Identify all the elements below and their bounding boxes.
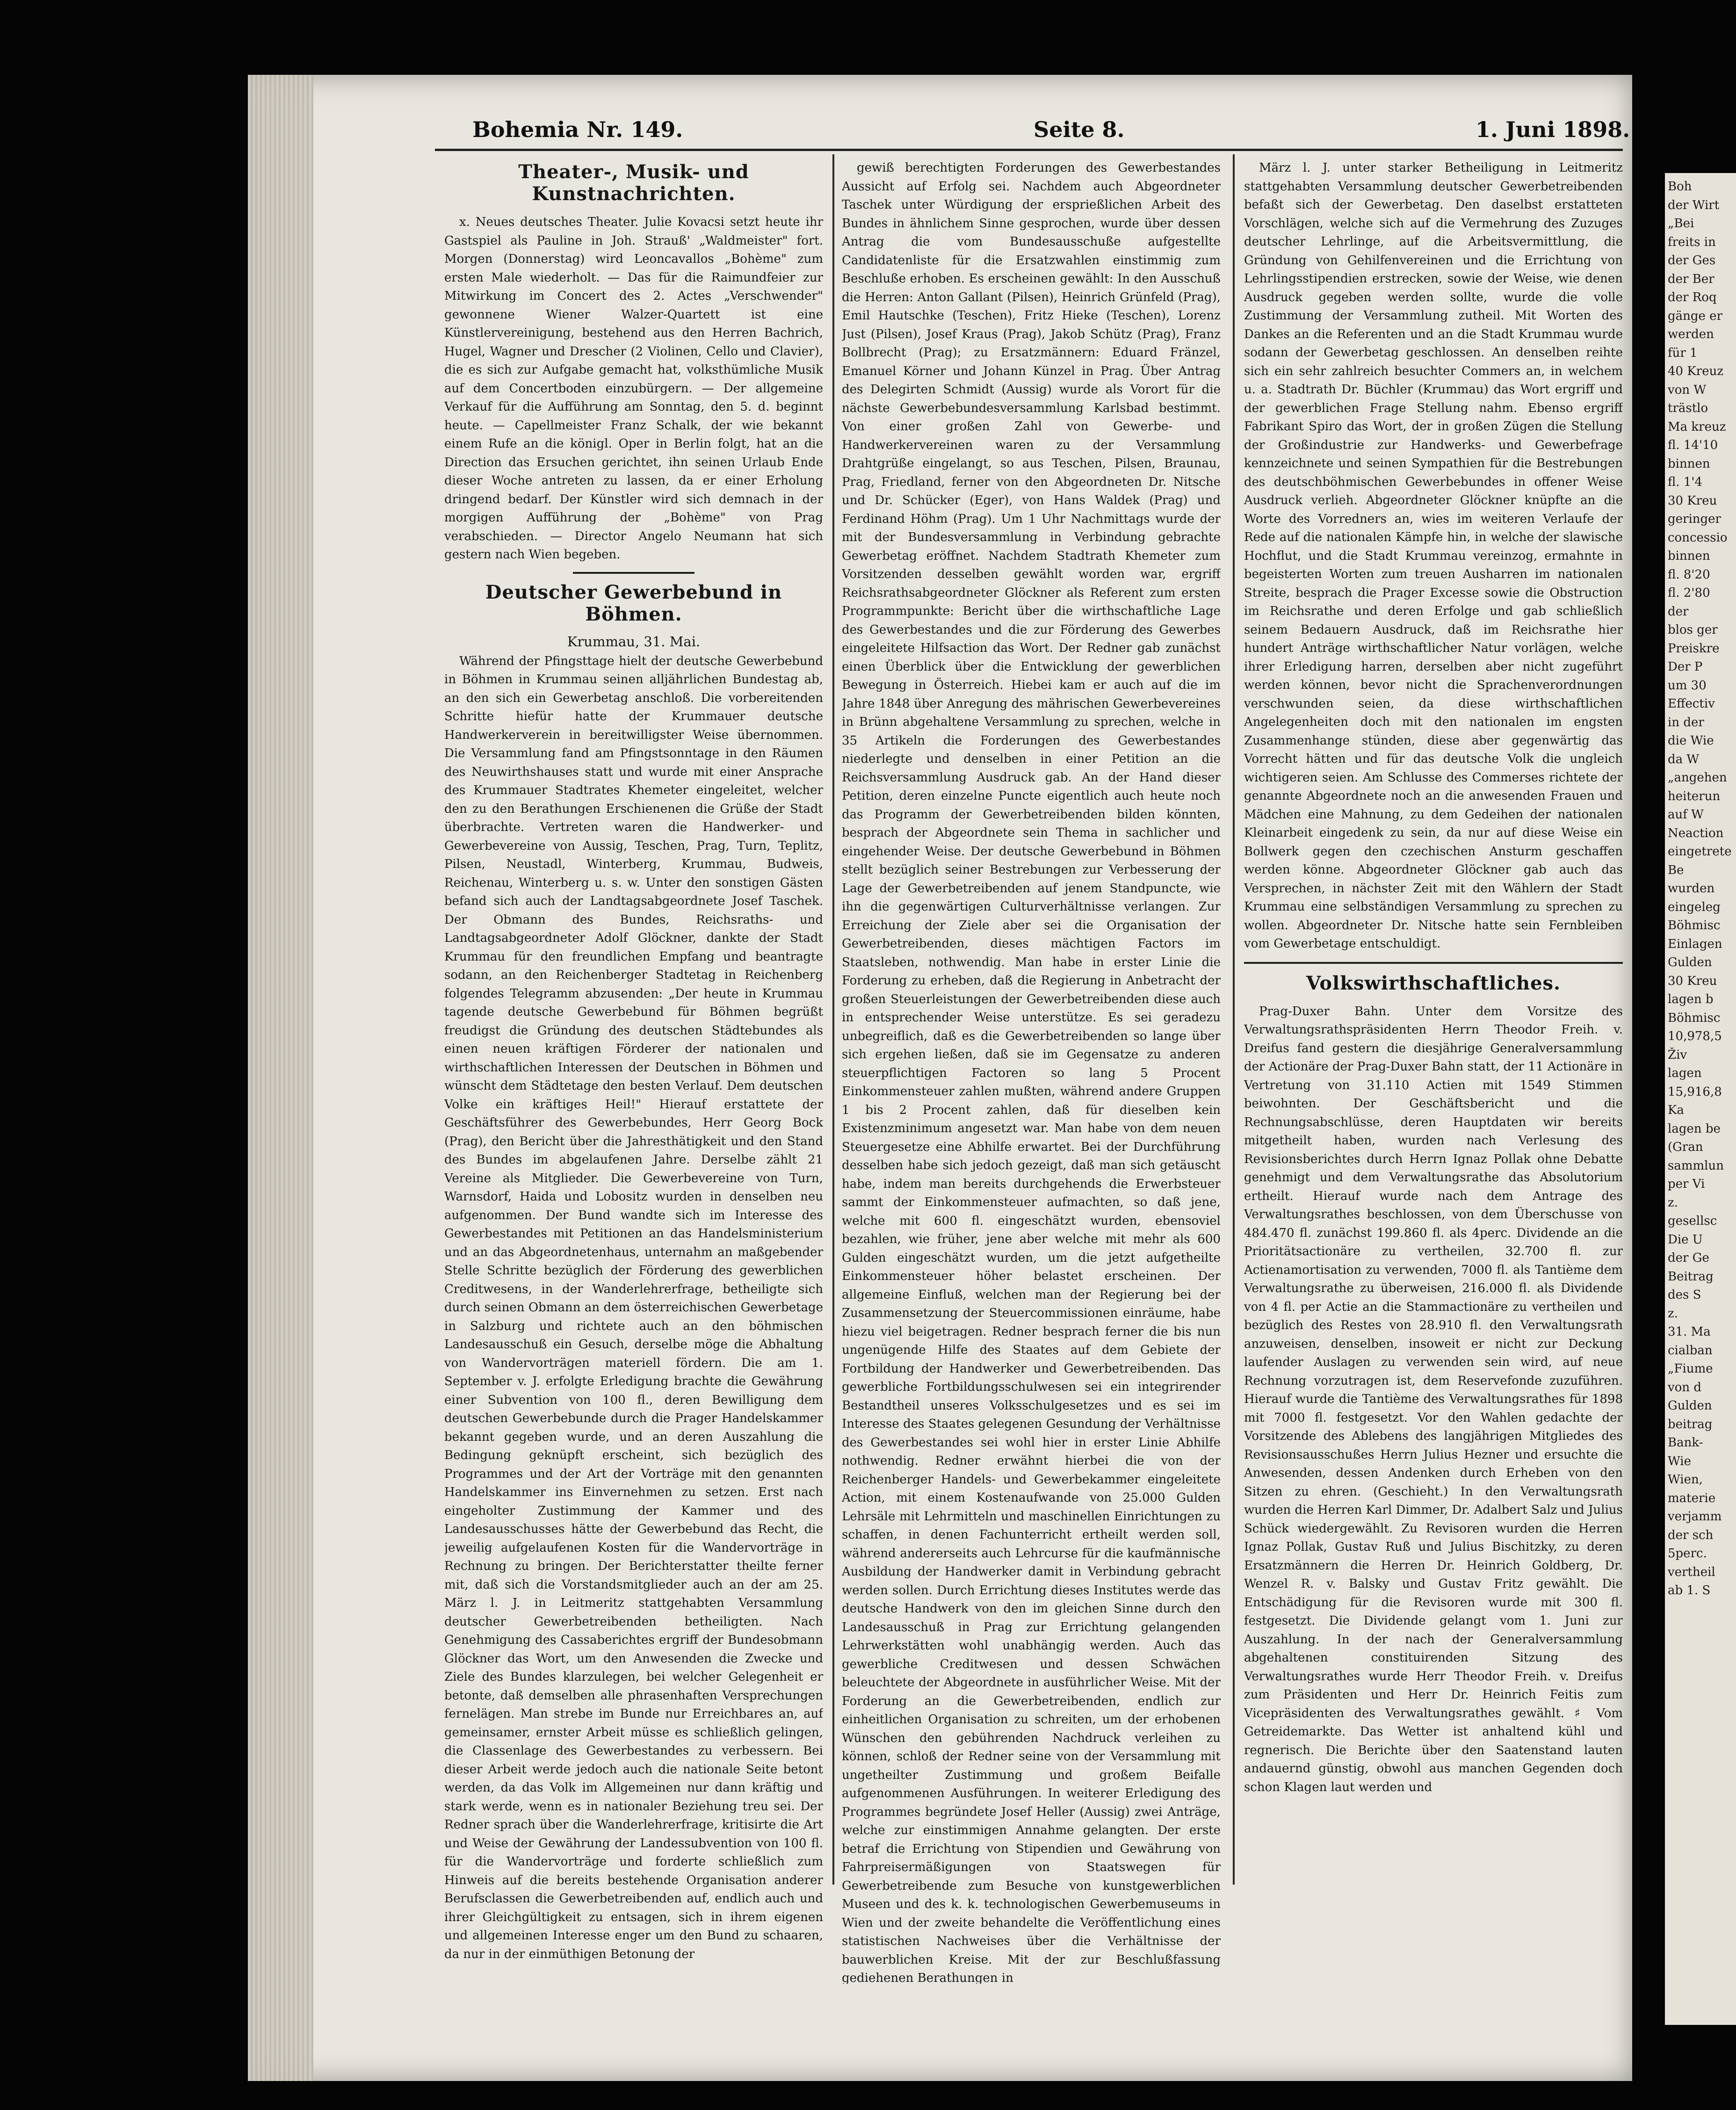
- page-stack-edge: [248, 75, 313, 2081]
- dateline: Krummau, 31. Mai.: [567, 633, 701, 650]
- section-title-volkswirthschaft: Volkswirthschaftliches.: [1306, 972, 1561, 994]
- section-title-theater: Theater-, Musik- und Kunstnachrichten.: [518, 161, 749, 205]
- section-divider: [573, 572, 694, 574]
- column-divider: [832, 154, 834, 1885]
- section-divider: [1244, 962, 1623, 964]
- article-volkswirthschaft-text: Prag-Duxer Bahn. Unter dem Vorsitze des Verwaltungsrathspräsidenten Herrn Theodor Freih. v. Dreifus fand gestern die diesjährige Generalversammlung der Actionäre der Prag-Duxer Bahn statt, der 11 Actionäre in Vertretung von 31.110 Actien mit 1549 Stimmen beiwohnten. Der Geschäftsbericht und die Rechnungsabschlüsse, deren Hauptdaten wir bereits mitgetheilt haben, wurden nach Verlesung des Revisionsberichtes durch Herrn Ignaz Pollak ohne Debatte genehmigt und dem Verwaltungsrathe das Absolutorium ertheilt. Hierauf wurde nach dem Antrage des Verwaltungsrathes beschlossen, von dem Überschusse von 484.470 fl. zunächst 199.860 fl. als 4perc. Dividende an die Prioritätsactionäre zu vertheilen, 32.700 fl. zur Actienamortisation zu verwenden, 7000 fl. als Tantième dem Verwaltungsrathe zu überweisen, 216.000 fl. als Dividende von 4 fl. per Actie an die Stammactionäre zu vertheilen und bezüglich des Restes von 28.910 fl. den Verwaltungsrath anzuweisen, denselben, insoweit er nicht zur Deckung laufender Auslagen zu verwenden sein wird, auf neue Rechnung vorzutragen ist, dem Reservefonde zuzuführen. Hierauf wurde die Tantième des Verwaltungsrathes für 1898 mit 7000 fl. festgesetzt. Vor den Wahlen gedachte der Vorsitzende des Ablebens des langjährigen Mitgliedes des Revisionsausschußes Herrn Julius Hezner und ersuchte die Anwesenden, dessen Andenken durch Erheben von den Sitzen zu ehren. (Geschieht.) In den Verwaltungsrath wurden die Herren Karl Dimmer, Dr. Adalbert Salz und Julius Schück wiedergewählt. Zu Revisoren wurden die Herren Ignaz Pollak, Gustav Ruß und Julius Bischitzky, zu deren Ersatzmännern die Herren Dr. Heinrich Goldberg, Dr. Wenzel R. v. Balsky und Gustav Fritz gewählt. Die Entschädigung für die Revisoren wurde mit 300 fl. festgesetzt. Die Dividende gelangt vom 1. Juni zur Auszahlung. In der nach der Generalversammlung abgehaltenen constituirenden Sitzung des Verwaltungsrathes wurde Herr Theodor Freih. v. Dreifus zum Präsidenten und Herr Dr. Heinrich Feitis zum Vicepräsidenten des Verwaltungsrathes gewählt. ♯ Vom Getreidemarkte. Das Wetter ist anhaltend kühl und regnerisch. Die Berichte über den Saatenstand lauten andauernd günstig, obwohl aus manchen Gegenden doch schon Klagen laut werden und: [1244, 1004, 1623, 1794]
- column-1: [444, 159, 823, 1984]
- article-gewerbebund-continued: gewiß berechtigten Forderungen des Gewerbestandes Aussicht auf Erfolg sei. Nachdem auch Abgeordneter Taschek unter Würdigung der ersprießlichen Arbeit des Bundes in ähnlichem Sinne gesprochen, wurde über dessen Antrag die vom Bundesausschuße aufgestellte Candidatenliste für die Ersatzwahlen einstimmig zum Beschluße erhoben. Es erscheinen gewählt: In den Ausschuß die Herren: Anton Gallant (Pilsen), Heinrich Grünfeld (Prag), Emil Hautschke (Teschen), Fritz Hieke (Teschen), Lorenz Just (Pilsen), Josef Kraus (Prag), Jakob Schütz (Prag), Franz Bollbrecht (Prag); zu Ersatzmännern: Eduard Fränzel, Emanuel Körner und Johann Künzel in Prag. Über Antrag des Delegirten Schmidt (Aussig) wurde als Vorort für die nächste Gewerbebundesversammlung Karlsbad bestimmt. Von einer großen Zahl von Gewerbe- und Handwerkervereinen waren zu der Versammlung Drahtgrüße eingelangt, so aus Teschen, Pilsen, Braunau, Prag, Friedland, ferner von den Abgeordneten Dr. Nitsche und Dr. Schücker (Eger), von Hans Waldek (Prag) und Ferdinand Höhm (Prag). Um 1 Uhr Nachmittags wurde der mit der Bundesversammlung in Verbindung gebrachte Gewerbetag eröffnet. Nachdem Stadtrath Khemeter zum Vorsitzenden desselben gewählt worden war, ergriff Reichsrathsabgeordneter Glöckner als Referent zum ersten Programmpunkte: Bericht über die wirthschaftliche Lage des Gewerbestandes und die zur Förderung des Gewerbes eingeleitete Hilfsaction das Wort. Der Redner gab zunächst einen Überblick über die Entwicklung der gewerblichen Bewegung in Österreich. Hiebei kam er auch auf die im Jahre 1848 über Anregung des mährischen Gewerbevereines in Brünn abgehaltene Versammlung zu sprechen, welche in 35 Artikeln die Forderungen des Gewerbestandes niederlegte und denselben in einer Petition an die Reichsversammlung Ausdruck gab. An der Hand dieser Petition, deren einzelne Puncte eigentlich auch heute noch das Programm der Gewerbetreibenden bilden könnten, besprach der Abgeordnete sein Thema in sachlicher und eingehender Weise. Der deutsche Gewerbebund in Böhmen stellt bezüglich seiner Bestrebungen zur Verbesserung der Lage der Gewerbetreibenden auf jenem Standpuncte, wie ihn die gegenwärtigen Culturverhältnisse verlangen. Zur Erreichung der Ziele aber sei die Organisation der Gewerbetreibenden, dieses mächtigen Factors im Staatsleben, nothwendig. Man habe in erster Linie die Forderung zu erheben, daß die Regierung in Anbetracht der großen Steuerleistungen der Gewerbetreibenden diese auch in entsprechender Weise unterstütze. Es sei geradezu unbegreiflich, daß es die Gewerbetreibenden so lange über sich ergehen ließen, daß sie im Gegensatze zu anderen steuerpflichtigen Factoren so lang 5 Procent Einkommensteuer zahlen mußten, während andere Gruppen 1 bis 2 Procent zahlen, daß für dieselben kein Existenzminimum angesetzt war. Man habe von dem neuen Steuergesetze eine Abhilfe erwartet. Bei der Durchführung desselben habe sich jedoch gezeigt, daß man sich getäuscht habe, indem man bereits durchgehends die Erwerbsteuer sammt der Einkommensteuer aufmachten, so daß jene, welche mit 600 fl. eingeschätzt wurden, ebensoviel bezahlen, wie früher, jene aber welche mit mehr als 600 Gulden eingeschätzt wurden, um die jetzt aufgetheilte Einkommensteuer höher belastet erscheinen. Der allgemeine Einfluß, welchen man der Regierung bei der Zusammensetzung der Steuercommissionen einräume, habe hiezu viel beigetragen. Redner besprach ferner die bis nun ungenügende Hilfe des Staates auf dem Gebiete der Fortbildung der Handwerker und Gewerbetreibenden. Das gewerbliche Fortbildungsschulwesen sei ein integrirender Bestandtheil unseres Volksschulgesetzes und es sei im Interesse des Staates gelegenen Gesundung der Verhältnisse des Gewerbestandes sei wohl hier in erster Linie Abhilfe nothwendig. Redner erwähnt hierbei die von der Reichenberger Handels- und Gewerbekammer eingeleitete Action, mit einem Kostenaufwande von 25.000 Gulden Lehrsäle mit Lehrmitteln und maschinellen Einrichtungen zu schaffen, in denen Fachunterricht ertheilt werden soll, während andererseits auch Lehrcurse für die kaufmännische Ausbildung der Handwerker damit in Verbindung gebracht werden sollen. Durch Errichtung dieses Institutes werde das deutsche Handwerk von den im gleichen Sinne durch den Landesausschuß in Prag zur Errichtung gelangenden Lehrwerkstätten wohl unabhängig werden. Auch das gewerbliche Creditwesen und dessen Schwächen beleuchtete der Abgeordnete in ausführlicher Weise. Mit der Forderung an die Gewerbetreibenden, endlich zur einheitlichen Organisation zu schreiten, um der erhobenen Wünschen den gebührenden Nachdruck verleihen zu können, schloß der Redner seine von der Versammlung mit ungetheilter Zustimmung und großem Beifalle aufgenommenen Ausführungen. In weiterer Erledigung des Programmes begründete Josef Heller (Aussig) zwei Anträge, welche zur einstimmigen Annahme gelangten. Der erste betraf die Errichtung von Stipendien und Gewährung von Fahrpreisermäßigungen von Staatswegen für Gewerbetreibende zum Besuche von kunstgewerblichen Museen und des k. k. technologischen Gewerbemuseums in Wien und der zweite behandelte die Veröffentlichung eines statistischen Nachweises über die Verhältnisse der bauwerblichen Kreise. Mit der zur Beschlußfassung gediehenen Berathungen in: [842, 161, 1221, 1984]
- column-2: [842, 159, 1221, 1984]
- column-3: [1244, 159, 1623, 1984]
- header-rule: [435, 149, 1623, 151]
- page-number: Seite 8.: [1034, 117, 1125, 142]
- section-title-gewerbebund: Deutscher Gewerbebund in Böhmen.: [485, 581, 782, 625]
- adjacent-page-text: Boh der Wirt „Bei freits in der Ges der Ber der Roq gänge er werden für 1 40 Kreuz von W trästlo Ma kreuz fl. 14'10 binnen fl. 1'4 30 Kreu geringer concessio binnen fl. 8'20 fl. 2'80 der blos ger Preiskre Der P um 30 Effectiv in der die Wie da W „angehen heiterun auf W Neaction eingetrete Be wurden eingeleg Böhmisc Einlagen Gulden 30 Kreu lagen b Böhmisc 10,978,5 Živ lagen 15,916,8 Ka lagen be (Gran sammlun per Vi z. gesellsc Die U der Ge Beitrag des S z. 31. Ma cialban „Fiume von d Gulden beitrag Bank- Wie Wien, materie verjamm der sch 5perc. vertheil ab 1. S: [1668, 180, 1732, 1597]
- article-gewerbebund-text: Während der Pfingsttage hielt der deutsche Gewerbebund in Böhmen in Krummau seinen alljährlichen Bundestag ab, an den sich ein Gewerbetag anschloß. Die vorbereitenden Schritte hiefür hatte der Krummauer deutsche Handwerkerverein in bereitwilligster Weise übernommen. Die Versammlung fand am Pfingstsonntage in den Räumen des Neuwirthshauses statt und wurde mit einer Ansprache des Krummauer Stadtrates Khemeter eingeleitet, welcher den zu den Berathungen Erschienenen die Grüße der Stadt überbrachte. Vertreten waren die Handwerker- und Gewerbevereine von Aussig, Teschen, Prag, Turn, Teplitz, Pilsen, Neustadl, Winterberg, Krummau, Budweis, Reichenau, Winterberg u. s. w. Unter den sonstigen Gästen befand sich auch der Landtagsabgeordnete Josef Taschek. Der Obmann des Bundes, Reichsraths- und Landtagsabgeordneter Adolf Glöckner, dankte der Stadt Krummau für den freundlichen Empfang und beantragte sodann, an den Reichenberger Stadtetag in Reichenberg folgendes Telegramm abzusenden: „Der heute in Krummau tagende deutsche Gewerbebund für Böhmen begrüßt freudigst die Gründung des deutschen Städtebundes als einen neuen kräftigen Förderer der nationalen und wirthschaftlichen Interessen der Deutschen in Böhmen und wünscht dem Städtetage den besten Verlauf. Dem deutschen Volke ein kräftiges Heil!" Hierauf erstattete der Geschäftsführer des Gewerbebundes, Herr Georg Bock (Prag), den Bericht über die Jahresthätigkeit und den Stand des Bundes im abgelaufenen Jahre. Derselbe zählt 21 Vereine als Mitglieder. Die Gewerbevereine von Turn, Warnsdorf, Haida und Lobositz wurden in denselben neu aufgenommen. Der Bund wandte sich im Interesse des Gewerbestandes mit Petitionen an das Handelsministerium und an das Abgeordnetenhaus, unternahm an maßgebender Stelle Schritte bezüglich der Förderung des gewerblichen Creditwesens, in der Wanderlehrerfrage, betheiligte sich durch seinen Obmann an dem österreichischen Gewerbetage in Salzburg und richtete auch an den böhmischen Landesausschuß ein Gesuch, derselbe möge die Abhaltung von Wandervorträgen materiell fördern. Die am 1. September v. J. erfolgte Erledigung brachte die Gewährung einer Subvention von 100 fl., deren Bewilligung dem deutschen Gewerbebunde durch die Prager Handelskammer bekannt gegeben wurde, und an deren Auszahlung die Bedingung geknüpft erscheint, sich bezüglich des Programmes und der Art der Vorträge mit den genannten Handelskammer ins Einvernehmen zu setzen. Erst nach eingeholter Zustimmung der Kammer und des Landesausschusses hätte der Gewerbebund das Recht, die jeweilig aufgelaufenen Kosten für die Wandervorträge in Rechnung zu bringen. Der Berichterstatter theilte ferner mit, daß sich die Vorstandsmitglieder auch an der am 25. März l. J. in Leitmeritz stattgehabten Versammlung deutscher Gewerbetreibenden betheiligten. Nach Genehmigung des Cassaberichtes ergriff der Bundesobmann Glöckner das Wort, um den Anwesenden die Zwecke und Ziele des Bundes klarzulegen, bei welcher Gelegenheit er betonte, daß demselben alle phrasenhaften Versprechungen fernelägen. Man strebe im Bunde nur Erreichbares an, auf gemeinsamer, ernster Arbeit müsse es schließlich gelingen, die Classenlage des Gewerbestandes zu verbessern. Bei dieser Arbeit werde jedoch auch die nationale Seite betont werden, da das Volk im Allgemeinen nur dann kräftig und stark werde, wenn es in nationaler Beziehung treu sei. Der Redner sprach über die Wanderlehrerfrage, kritisirte die Art und Weise der Gewährung der Landessubvention von 100 fl. für die Wandervorträge und forderte schließlich zum Hinweis auf die bereits bestehende Organisation anderer Berufsclassen die Gewerbetreibenden auf, endlich auch und ihrer Gleichgültigkeit zu entsagen, sich in ihrem eigenen und allgemeinen Interesse enger um den Bund zu schaaren, da nur in der einmüthigen Betonung der: [444, 654, 823, 1961]
- adjacent-page: [1665, 173, 1736, 2025]
- column-divider: [1233, 154, 1235, 1885]
- masthead-left: Bohemia Nr. 149.: [472, 117, 683, 142]
- article-theater-text: x. Neues deutsches Theater. Julie Kovacsi setzt heute ihr Gastspiel als Pauline in Joh. Strauß' „Waldmeister" fort. Morgen (Donnerstag) wird Leoncavallos „Bohème" zum ersten Male wiederholt. — Das für die Raimundfeier zur Mitwirkung im Concert des 2. Actes „Verschwender" gewonnene Wiener Walzer-Quartett ist eine Künstlervereinigung, bestehend aus den Herren Bachrich, Hugel, Wagner und Drescher (2 Violinen, Cello und Clavier), die es sich zur Aufgabe gemacht hat, volksthümliche Musik auf dem Concertboden einzubürgern. — Der allgemeine Verkauf für die Aufführung am Sonntag, den 5. d. beginnt heute. — Capellmeister Franz Schalk, der wie bekannt einem Rufe an die königl. Oper in Berlin folgt, hat an die Direction das Ersuchen gerichtet, ihn seinen Urlaub Ende dieser Woche antreten zu lassen, da er einer Erholung dringend bedarf. Der Künstler wird sich demnach in der morgigen Aufführung der „Bohème" von Prag verabschieden. — Director Angelo Neumann hat sich gestern nach Wien begeben.: [444, 215, 823, 562]
- article-gewerbetag-continued: März l. J. unter starker Betheiligung in Leitmeritz stattgehabten Versammlung deutscher Gewerbetreibenden befaßt sich der Gewerbetag. Den daselbst erstatteten Vorschlägen, welche sich auf die Vermehrung des Zuzuges deutscher Lehrlinge, auf die Arbeitsvermittlung, die Gründung von Gehilfenvereinen und die Errichtung von Lehrlingsstipendien erstrecken, sowie der Weise, wie denen Ausdruck gegeben werden sollte, wurde die volle Zustimmung der Versammlung zutheil. Mit Worten des Dankes an die Referenten und an die Stadt Krummau wurde sodann der Gewerbetag geschlossen. An denselben reihte sich ein sehr zahlreich besuchter Commers an, in welchem u. a. Stadtrath Dr. Büchler (Krummau) das Wort ergriff und der gewerblichen Frage Stellung nahm. Ebenso ergriff Fabrikant Spiro das Wort, der in großen Zügen die Stellung der Großindustrie zur Handwerks- und Gewerbefrage kennzeichnete und seinen Sympathien für die Bestrebungen des deutschböhmischen Gewerbebundes in offener Weise Ausdruck verlieh. Abgeordneter Glöckner knüpfte an die Worte des Vorredners an, wies im weiteren Verlaufe der Rede auf die nationalen Kämpfe hin, in welche der slawische Hochflut, und die Stadt Krummau vereinzog, ermahnte in begeisterten Worten zum treuen Ausharren im nationalen Streite, besprach die Prager Excesse sowie die Obstruction im Reichsrathe und deren Erfolge und gab schließlich seinem Bedauern Ausdruck, daß im Reichsrathe hier hundert Anträge wirthschaftlicher Natur vorlägen, welche ihrer Erledigung harren, derselben aber nicht zugeführt werden können, bevor nicht die Sprachenverordnungen verschwunden seien, da diese wirthschaftlichen Angelegenheiten doch mit den nationalen im engsten Zusammenhange stünden, diese aber gegenwärtig das Vorrecht hätten und für das deutsche Volk die ungleich wichtigeren seien. Am Schlusse des Commerses richtete der genannte Abgeordnete noch an die anwesenden Frauen und Mädchen eine Mahnung, zu dem Gedeihen der nationalen Kleinarbeit eingedenk zu sein, da nur auf diese Weise ein Bollwerk gegen den czechischen Ansturm geschaffen werden könne. Abgeordneter Glöckner gab auch das Versprechen, in nächster Zeit mit den Wählern der Stadt Krummau eine selbständigen Versammlung zu sprechen zu wollen. Abgeordneter Dr. Nitsche hatte sein Fernbleiben vom Gewerbetage entschuldigt.: [1244, 161, 1623, 951]
- issue-date: 1. Juni 1898.: [1476, 117, 1630, 142]
